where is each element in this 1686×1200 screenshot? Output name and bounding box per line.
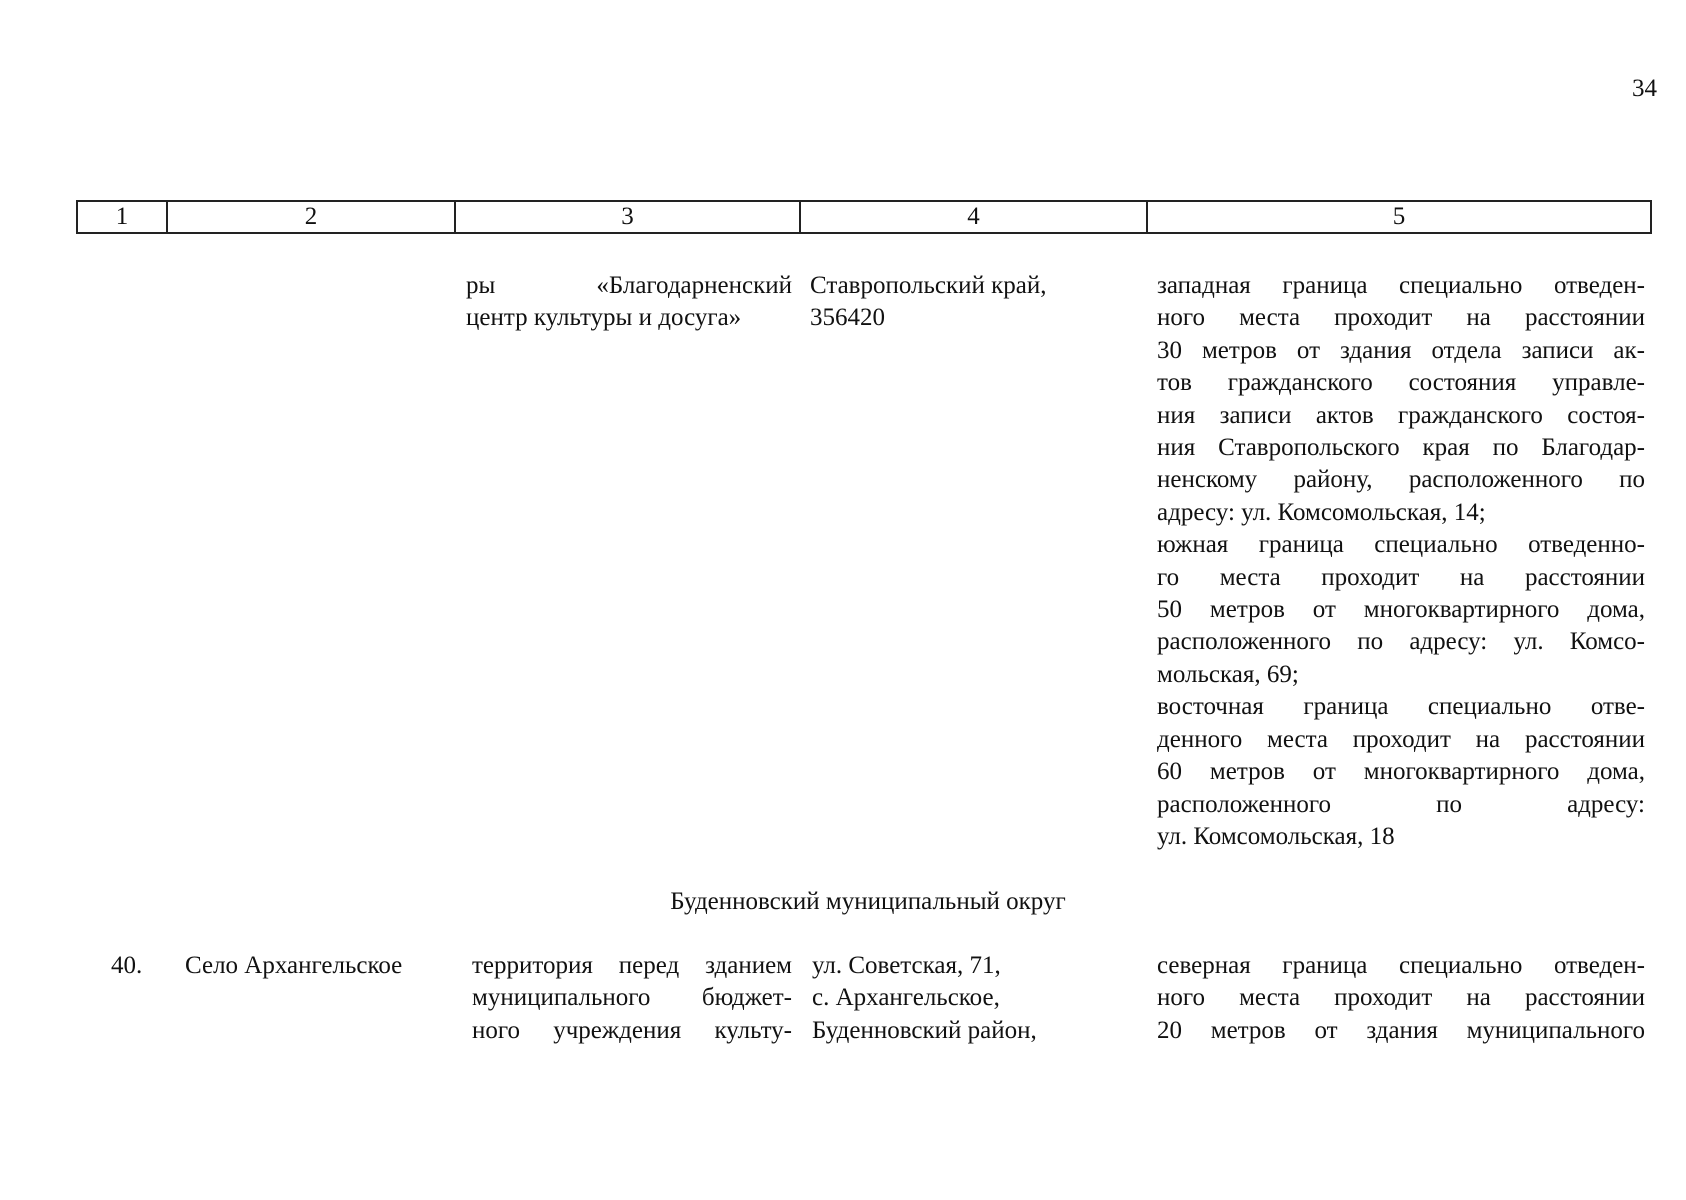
continuation-col5-line: 30 метров от здания отдела записи ак- <box>1157 336 1645 364</box>
row40-settlement: Село Архангельское <box>185 952 403 979</box>
continuation-col5-line: ного места проходит на расстоянии <box>1157 304 1645 332</box>
row40-col4-line: с. Архангельское, <box>812 984 1000 1012</box>
continuation-col5 <box>1157 270 1645 853</box>
row40-col4-line: ул. Советская, 71, <box>812 952 1001 979</box>
row40-col5-line: 20 метров от здания муниципального <box>1157 1016 1645 1044</box>
continuation-col4-line: Ставропольский край, <box>810 272 1047 299</box>
continuation-col3-line: ры «Благодарненский <box>466 272 792 299</box>
row40-col3-line: территория перед зданием <box>472 952 792 979</box>
continuation-col5-line: мольская, 69; <box>1157 660 1299 688</box>
row40-col3 <box>472 950 792 1047</box>
continuation-col4 <box>810 270 1070 335</box>
continuation-col5-line: ненскому району, расположенного по <box>1157 466 1645 494</box>
row40-col5 <box>1157 950 1645 1047</box>
continuation-col3-line: центр культуры и досуга» <box>466 304 742 332</box>
continuation-col5-line: го места проходит на расстоянии <box>1157 563 1645 591</box>
continuation-col5-line: расположенного по адресу: ул. Комсо- <box>1157 628 1645 656</box>
row40-col5-line: северная граница специально отведен- <box>1157 952 1645 979</box>
continuation-col5-line: адресу: ул. Комсомольская, 14; <box>1157 498 1486 526</box>
header-cell-3: 3 <box>456 202 801 232</box>
continuation-col5-line: западная граница специально отведен- <box>1157 272 1645 299</box>
row40-col3-line: ного учреждения культу- <box>472 1016 792 1044</box>
continuation-col5-line: ул. Комсомольская, 18 <box>1157 822 1395 850</box>
continuation-col5-line: 60 метров от многоквартирного дома, <box>1157 758 1645 786</box>
continuation-col5-line: 50 метров от многоквартирного дома, <box>1157 596 1645 624</box>
continuation-col4-line: 356420 <box>810 304 885 332</box>
table-header-row <box>76 200 1652 234</box>
continuation-col5-line: южная граница специально отведенно- <box>1157 531 1645 559</box>
header-cell-2: 2 <box>168 202 456 232</box>
section-title: Буденновский муниципальный округ <box>670 888 1066 915</box>
header-cell-1: 1 <box>78 202 168 232</box>
header-cell-5: 5 <box>1392 203 1406 230</box>
row40-col5-line: ного места проходит на расстоянии <box>1157 984 1645 1012</box>
row40-col3-line: муниципального бюджет- <box>472 984 792 1012</box>
row40-number: 40. <box>111 952 143 979</box>
continuation-col5-line: денного места проходит на расстоянии <box>1157 725 1645 753</box>
continuation-col3 <box>466 270 792 335</box>
continuation-col5-line: ния Ставропольского края по Благодар- <box>1157 434 1645 462</box>
continuation-col5-line: тов гражданского состояния управле- <box>1157 369 1645 397</box>
page-number: 34 <box>1632 75 1657 102</box>
continuation-col5-line: восточная граница специально отве- <box>1157 693 1645 721</box>
row40-col4 <box>812 950 1072 1047</box>
header-cell-4: 4 <box>801 202 1148 232</box>
continuation-col5-line: расположенного по адресу: <box>1157 790 1645 818</box>
row40-col4-line: Буденновский район, <box>812 1016 1037 1044</box>
continuation-col5-line: ния записи актов гражданского состоя- <box>1157 401 1645 429</box>
